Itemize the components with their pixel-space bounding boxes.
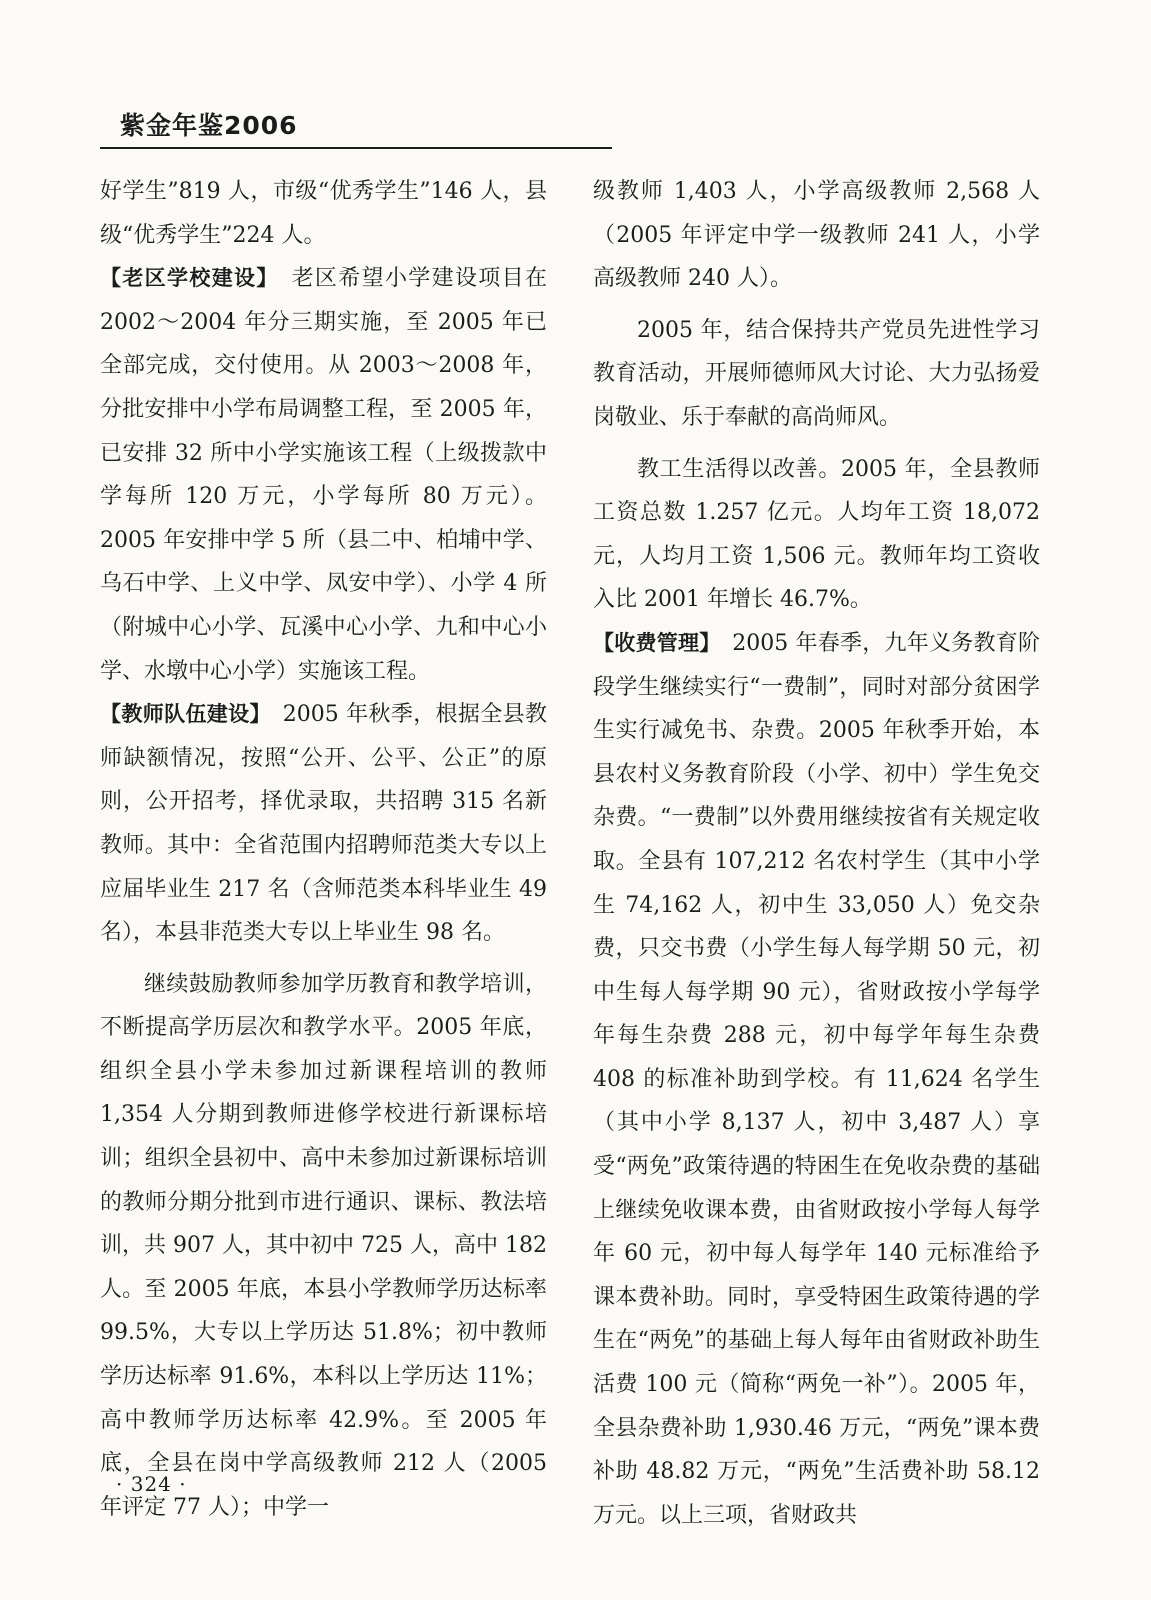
running-header: 紫金年鉴2006 <box>120 111 298 140</box>
section-text: 老区希望小学建设项目在 2002～2004 年分三期实施，至 2005 年已全部完成，交付使用。从 2003～2008 年，分批安排中小学布局调整工程，至 2005 年，已安排 32 所中小学实施该工程（上级拨款中学每所 120 万元，小学每所 80 万元）。2005 年安排中学 5 所（县二中、柏埔中学、乌石中学、上义中学、凤安中学）、小学 4 所（附城中心小学、瓦溪中心小学、九和中心小学、水墩中心小学）实施该工程。 <box>100 266 547 684</box>
section-text: 2005 年秋季，根据全县教师缺额情况，按照“公开、公平、公正”的原则，公开招考，择优录取，共招聘 315 名新教师。其中：全省范围内招聘师范类大专以上应届毕业生 217 名（含师范类本科毕业生 49 名），本县非范类大专以上毕业生 98 名。 <box>100 702 547 946</box>
left-column <box>100 170 547 1529</box>
section-old-area-schools <box>100 257 547 693</box>
section-heading: 【老区学校建设】 <box>100 266 269 291</box>
paragraph-ethics: 2005 年，结合保持共产党员先进性学习教育活动，开展师德师风大讨论、大力弘扬爱岗敬业、乐于奉献的高尚师风。 <box>593 317 1040 430</box>
paragraph-salary: 教工生活得以改善。2005 年，全县教师工资总数 1.257 亿元。人均年工资 18,072 元，人均月工资 1,506 元。教师年均工资收入比 2001 年增长 46.7%。 <box>593 456 1040 613</box>
paragraph-teacher-counts: 级教师 1,403 人，小学高级教师 2,568 人（2005 年评定中学一级教师 241 人，小学高级教师 240 人）。 <box>593 179 1040 292</box>
page-number: · 324 · <box>116 1472 187 1496</box>
section-teacher-team <box>100 693 547 955</box>
section-heading: 【收费管理】 <box>593 630 710 655</box>
header-rule <box>100 147 612 149</box>
section-heading: 【教师队伍建设】 <box>100 702 261 727</box>
section-text: 2005 年春季，九年义务教育阶段学生继续实行“一费制”，同时对部分贫困学生实行减免书、杂费。2005 年秋季开始，本县农村义务教育阶段（小学、初中）学生免交杂费。“一费制”以外费用继续按省有关规定收取。全县有 107,212 名农村学生（其中小学生 74,162 人，初中生 33,050 人）免交杂费，只交书费（小学生每人每学期 50 元，初中生每人每学期 90 元），省财政按小学每学年每生杂费 288 元，初中每学年每生杂费 408 的标准补助到学校。有 11,624 名学生（其中小学 8,137 人，初中 3,487 人）享受“两免”政策待遇的特困生在免收杂费的基础上继续免收课本费，由省财政按小学每人每学年 60 元，初中每人每学年 140 元标准给予课本费补助。同时，享受特困生政策待遇的学生在“两免”的基础上每人每年由省财政补助生活费 100 元（简称“两免一补”）。2005 年，全县杂费补助 1,930.46 万元，“两免”课本费补助 48.82 万元，“两免”生活费补助 58.12 万元。以上三项，省财政共 <box>593 630 1040 1528</box>
section-fee-management <box>593 622 1040 1537</box>
paragraph-teacher-training: 继续鼓励教师参加学历教育和教学培训，不断提高学历层次和教学水平。2005 年底，组织全县小学未参加过新课程培训的教师 1,354 人分期到教师进修学校进行新课标培训；组织全县初中、高中未参加过新课标培训的教师分期分批到市进行通识、课标、教法培训，共 907 人，其中初中 725 人，高中 182 人。至 2005 年底，本县小学教师学历达标率 99.5%，大专以上学历达 51.8%；初中教师学历达标率 91.6%，本科以上学历达 11%；高中教师学历达标率 42.9%。至 2005 年底，全县在岗中学高级教师 212 人（2005 年评定 77 人）；中学一 <box>100 971 547 1520</box>
paragraph-honor-students: 好学生”819 人，市级“优秀学生”146 人，县级“优秀学生”224 人。 <box>100 179 547 248</box>
right-column <box>593 170 1040 1537</box>
